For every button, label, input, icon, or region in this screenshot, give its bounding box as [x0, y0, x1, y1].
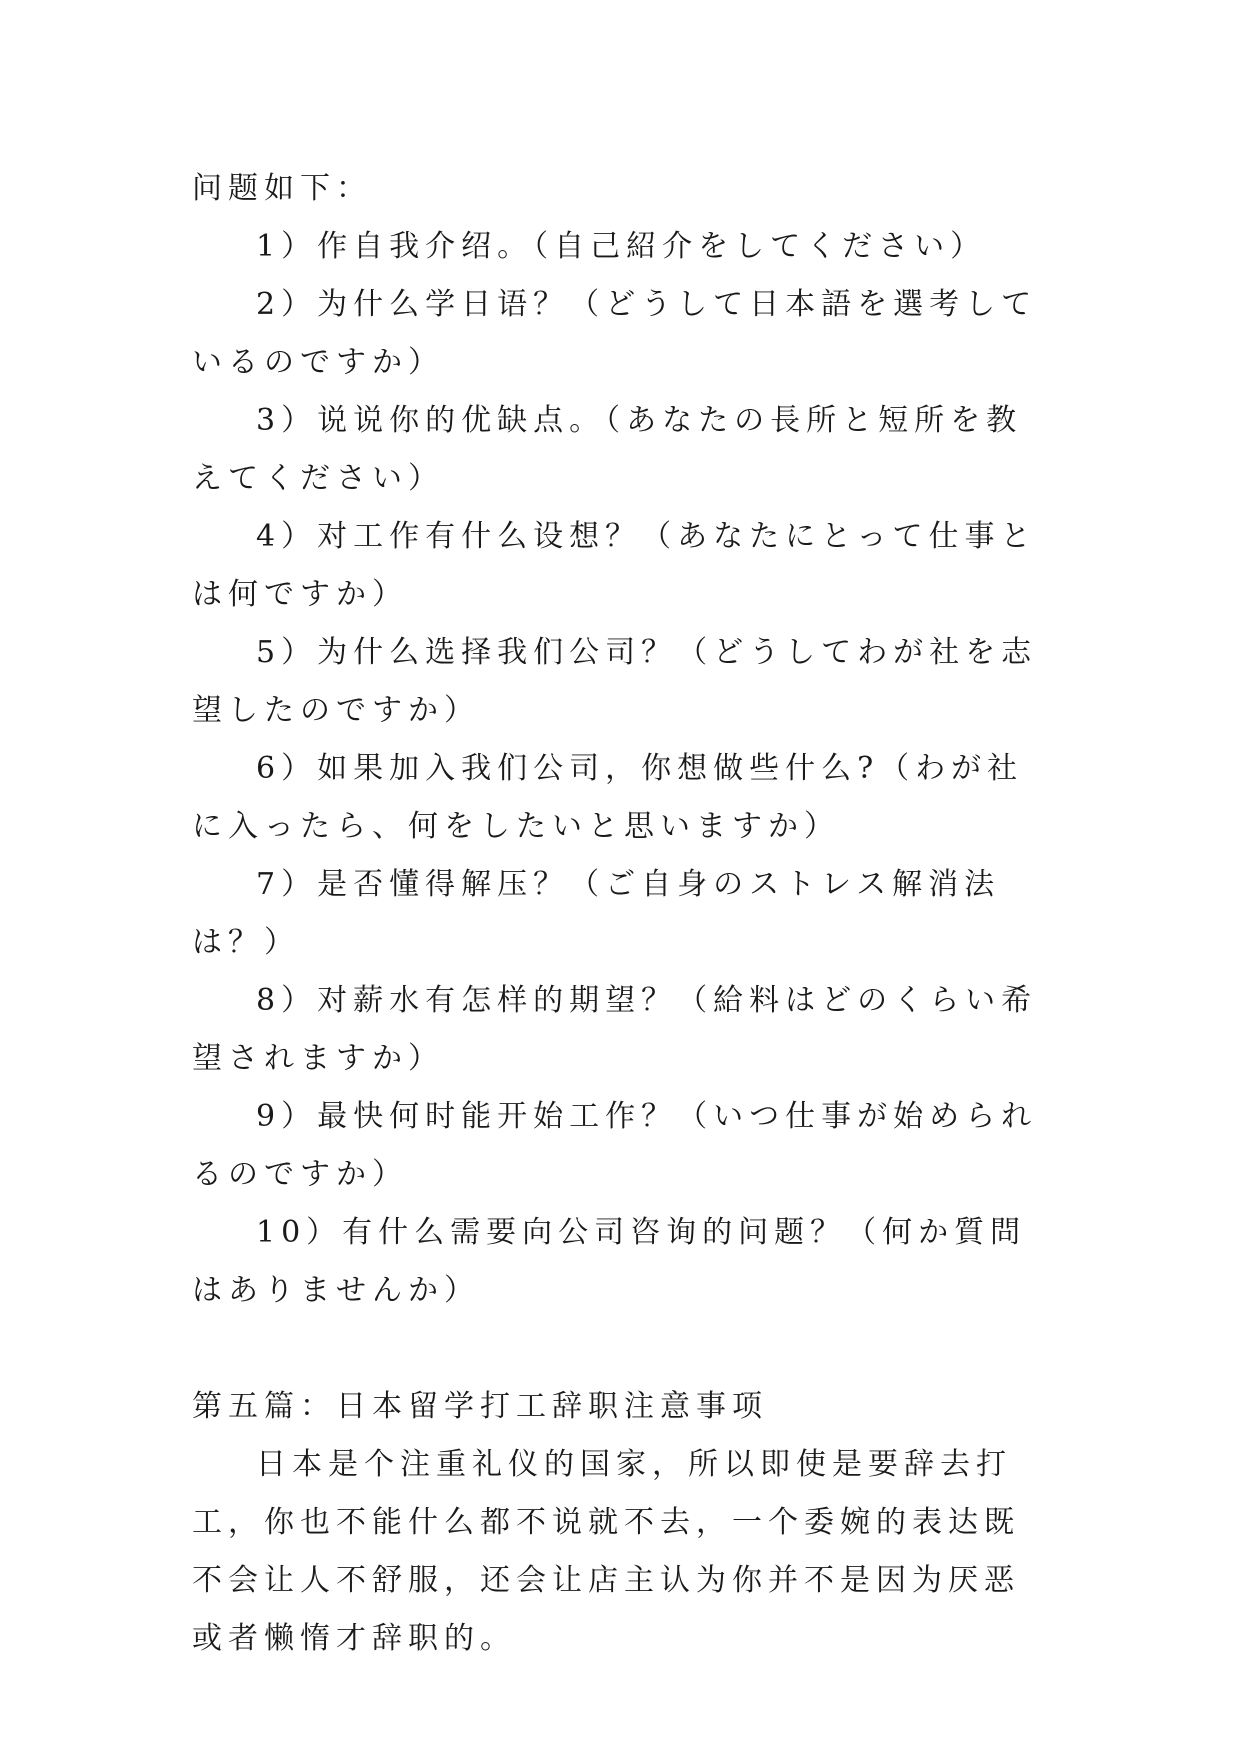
question-5: 5）为什么选择我们公司？（どうしてわが社を志望したのですか） — [192, 635, 1038, 728]
question-8: 8）对薪水有怎样的期望？（給料はどのくらい希望されますか） — [192, 983, 1038, 1076]
question-1: 1）作自我介绍。（自己紹介をしてください） — [256, 229, 987, 264]
question-2: 2）为什么学日语？（どうして日本語を選考しているのですか） — [192, 287, 1038, 380]
document-page — [192, 160, 1052, 1668]
question-3: 3）说说你的优缺点。（あなたの長所と短所を教えてください） — [192, 403, 1023, 496]
section-title: 第五篇：日本留学打工辞职注意事项 — [192, 1389, 768, 1424]
question-9: 9）最快何时能开始工作？（いつ仕事が始められるのですか） — [192, 1099, 1038, 1192]
intro-line: 问题如下： — [192, 171, 372, 206]
question-4: 4）对工作有什么设想？（あなたにとって仕事とは何ですか） — [192, 519, 1037, 612]
question-7: 7）是否懂得解压？（ご自身のストレス解消法は？） — [192, 867, 1001, 960]
question-6: 6）如果加入我们公司，你想做些什么?（わが社に入ったら、何をしたいと思いますか） — [192, 751, 1024, 844]
section-paragraph: 日本是个注重礼仪的国家，所以即使是要辞去打工，你也不能什么都不说就不去，一个委婉的表达既不会让人不舒服，还会让店主认为你并不是因为厌恶或者懒惰才辞职的。 — [192, 1447, 1020, 1656]
section-spacer — [192, 1320, 1052, 1378]
question-10: 10）有什么需要向公司咨询的问题？（何か質問はありませんか） — [192, 1215, 1027, 1308]
